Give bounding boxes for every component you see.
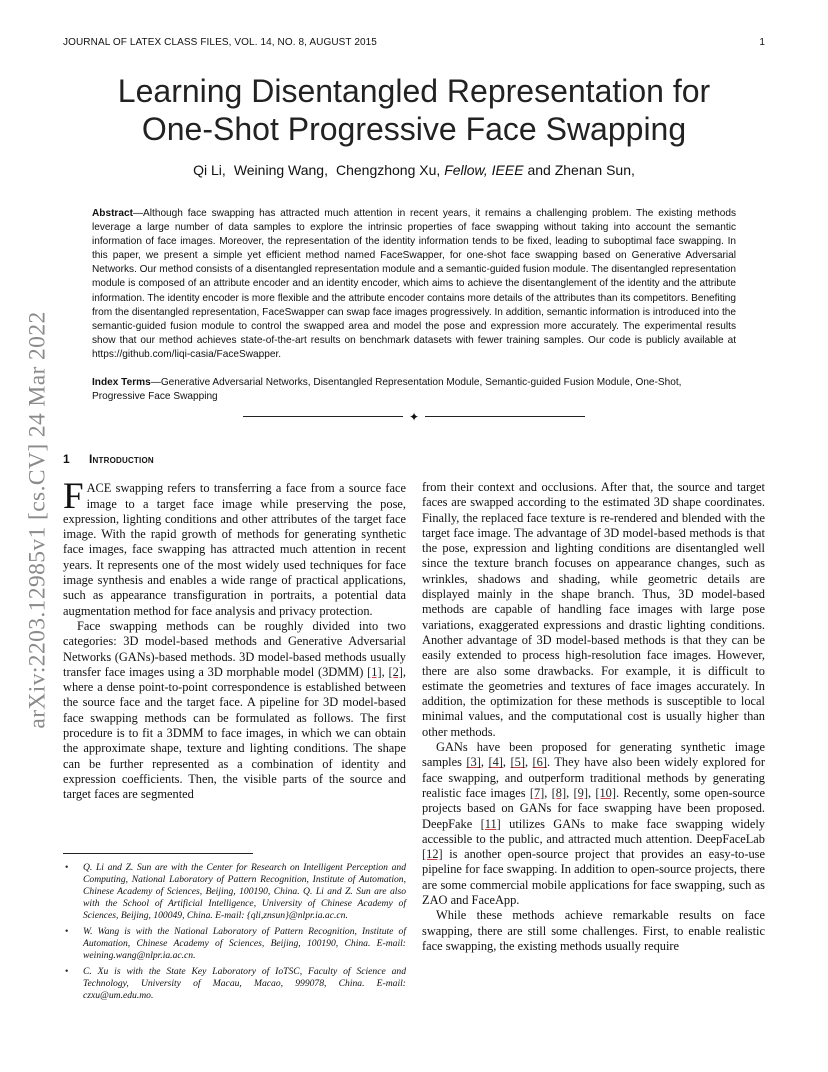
citation-link[interactable]: [8]	[551, 785, 567, 800]
intro-paragraph-1-text: swapping refers to transferring a face from a source face image to a target face image while preserving the pose, expression, lighting conditions and other attributes of the target face image. With the rapid growth of methods for generating synthetic face images, face swapping has attracted much attention in recent years. It represents one of the most widely used techniques for face image synthesis and enables a wide range of practical applications, such as appearance transfiguration in portraits, a potential data augmentation method for face analysis and privacy protection.	[63, 481, 406, 618]
index-terms-label: Index Terms	[92, 377, 151, 388]
footnote-1	[63, 862, 406, 922]
intro-paragraph-2-text-c: , where a dense point-to-point correspondence is established between the source face and the target face. A pipeline for 3D model-based face swapping methods can be formulated as follows. The first procedure is to fit a 3DMM to face images, in which we can obtain the approximate shape, texture and lighting conditions. The shape can be further represented as a combination of identity and expression coefficients. Then, the visible parts of the source and target faces are segmented	[63, 664, 406, 802]
author-4: and Zhenan Sun,	[527, 162, 635, 178]
intro-paragraph-4-text-c: . Recently, some open-source projects based on GANs for face swapping have been proposed. DeepFake	[422, 785, 765, 831]
lead-word: ACE	[86, 481, 112, 496]
intro-paragraph-4-text-d: utilizes GANs to make face swapping widely accessible to the public, and attracted much attention. DeepFaceLab	[422, 816, 766, 846]
divider-line-left	[243, 416, 403, 417]
running-header	[63, 37, 765, 51]
footnote-1-text: Q. Li and Z. Sun are with the Center for Research on Intelligent Perception and Computing, National Laboratory of Pattern Recognition, Institute of Automation, Chinese Academy of Sciences, Beijing, 100190, China. Q. Li and Z. Sun are also with the School of Artificial Intelligence, University of Chinese Academy of Sciences, Beijing, 100049, China. E-mail: {qli,znsun}@nlpr.ia.ac.cn.	[83, 862, 406, 921]
footnote-3	[63, 966, 406, 1002]
author-3: Chengzhong Xu,	[335, 162, 441, 178]
citation-link[interactable]: [6]	[532, 755, 547, 770]
abstract	[92, 207, 736, 362]
footnote-2	[63, 926, 406, 962]
drop-cap: F	[63, 476, 84, 518]
paper-title	[80, 72, 748, 148]
bullet-icon: •	[65, 926, 69, 937]
intro-paragraph-4: GANs have been proposed for generating synthetic image samples [3], [4], [5], [6]. They have also been widely explored for face swapping, and outperform traditional methods by generating realistic face images [7], [8], [9], [10]. Recently, some open-source projects based on GANs for face swapping have been proposed. DeepFake [11] utilizes GANs to make face swapping widely accessible to the public, and attracted much attention. DeepFaceLab [12] is another open-source project that provides an easy-to-use pipeline for face swapping. In addition to open-source projects, there are some commercial mobile applications for face swapping, such as ZAO and FaceApp.	[422, 740, 766, 908]
section-number: 1	[63, 452, 70, 466]
index-terms-text: —Generative Adversarial Networks, Disentangled Representation Module, Semantic-guided Fusion Module, One-Shot, Progressive Face Swapping	[92, 377, 682, 403]
intro-paragraph-4-text-a: GANs have been proposed for generating synthetic image samples	[422, 740, 765, 770]
abstract-text: —Although face swapping has attracted much attention in recent years, it remains a challenging problem. The existing methods leverage a large number of data samples to explore the intrinsic properties of face swapping without taking into account the semantic information of face images. Moreover, the representation of the identity information tends to be fixed, leading to suboptimal face swapping. In this paper, we present a simple yet efficient method named FaceSwapper, for one-shot face swapping based on Generative Adversarial Networks. Our method consists of a disentangled representation module and a semantic-guided fusion module. The disentangled representation module is composed of an attribute encoder and an identity encoder, which aims to achieve the disentanglement of the identity and the attribute information. The identity encoder is more flexible and the attribute encoder contains more details of the attributes than its competitors. Benefiting from the disentangled representation, FaceSwapper can swap face images progressively. In addition, semantic information is introduced into the semantic-guided fusion module to control the swapped area and model the pose and expression more accurately. The experimental results show that our method achieves state-of-the-art results on benchmark datasets with fewer training samples. Our code is publicly available at https://github.com/liqi-casia/FaceSwapper.	[92, 208, 736, 360]
title-line-2: One-Shot Progressive Face Swapping	[141, 111, 687, 147]
bullet-icon: •	[65, 966, 69, 977]
citation-link[interactable]: [11]	[480, 816, 501, 831]
abstract-label: Abstract	[92, 208, 133, 219]
section-heading	[63, 452, 406, 467]
divider-diamond-icon: ✦	[408, 410, 420, 424]
author-2: Weining Wang,	[233, 162, 328, 178]
intro-paragraph-2-text-a: Face swapping methods can be roughly divided into two categories: 3D model-based methods and Generative Adversarial Networks (GANs)-based methods. 3D model-based methods usually transfer face images using a 3D morphable model (3DMM)	[63, 618, 406, 679]
intro-paragraph-3: from their context and occlusions. After that, the source and target faces are swapped according to the estimated 3D shape coordinates. Finally, the replaced face texture is re-rendered and blended with the target face image. The advantage of 3D model-based methods is that the pose, expression and lighting conditions are disentangled well since the texture branch focuses on appearance changes, such as wrinkles, shadows and shading, while geometric details are displayed mainly in the shape branch. Thus, 3D model-based methods are capable of handling face images with large pose variations, exaggerated expressions and drastic lighting conditions. Another advantage of 3D model-based methods is that they can be easily extended to process high-resolution face images. However, there are also some drawbacks. For example, it is difficult to estimate the geometries and textures of face images accurately. In addition, the optimization for these methods is susceptible to local minimal values, and the computational cost is usually higher than other methods.	[422, 480, 765, 739]
section-divider	[243, 410, 585, 424]
footnote-rule	[63, 853, 253, 854]
intro-paragraph-1	[63, 476, 406, 619]
author-3-title: Fellow, IEEE	[444, 162, 524, 178]
citation-link[interactable]: [12]	[422, 847, 443, 862]
bullet-icon: •	[65, 862, 69, 873]
author-list	[60, 162, 768, 178]
page-number: 1	[759, 37, 765, 48]
left-column	[63, 452, 406, 803]
citation-link[interactable]: [1]	[367, 664, 382, 679]
citation-link[interactable]: [2]	[388, 664, 403, 679]
citation-link[interactable]: [10]	[595, 785, 616, 800]
footnotes	[63, 845, 406, 1006]
intro-paragraph-2	[63, 619, 406, 803]
divider-line-right	[425, 416, 585, 417]
right-column	[422, 480, 765, 954]
section-title: Introduction	[89, 452, 154, 466]
footnote-2-text: W. Wang is with the National Laboratory of Pattern Recognition, Institute of Automation, Chinese Academy of Sciences, Beijing, 100190, China. E-mail: weining.wang@nlpr.ia.ac.cn.	[83, 926, 406, 961]
citation-link[interactable]: [9]	[573, 785, 588, 800]
citation-link[interactable]: [5]	[510, 755, 525, 770]
footnote-3-text: C. Xu is with the State Key Laboratory of IoTSC, Faculty of Science and Technology, University of Macau, Macao, 999078, China. E-mail: czxu@um.edu.mo.	[83, 966, 406, 1001]
citation-link[interactable]: [4]	[488, 755, 503, 770]
author-1: Qi Li,	[193, 162, 226, 178]
index-terms	[92, 376, 736, 404]
intro-paragraph-4-text-e: is another open-source project that provides an easy-to-use pipeline for face swapping. In addition to open-source projects, there are some commercial mobile applications for face swapping, such as ZAO and FaceApp.	[422, 847, 765, 908]
arxiv-stamp	[20, 280, 56, 760]
intro-paragraph-5: While these methods achieve remarkable results on face swapping, there are still some challenges. First, to enable realistic face swapping, the existing methods usually require	[422, 908, 765, 953]
title-line-1: Learning Disentangled Representation for	[117, 73, 711, 109]
arxiv-identifier: arXiv:2203.12985v1 [cs.CV] 24 Mar 2022	[24, 311, 51, 729]
citation-link[interactable]: [7]	[529, 785, 545, 800]
intro-paragraph-4-text-b: . They have also been widely explored for face swapping, and outperform traditional methods by generating realistic face images	[422, 755, 765, 800]
intro-paragraph-2-text-b: ,	[381, 664, 389, 679]
citation-link[interactable]: [3]	[466, 755, 481, 770]
journal-name: JOURNAL OF LATEX CLASS FILES, VOL. 14, NO. 8, AUGUST 2015	[63, 37, 377, 48]
